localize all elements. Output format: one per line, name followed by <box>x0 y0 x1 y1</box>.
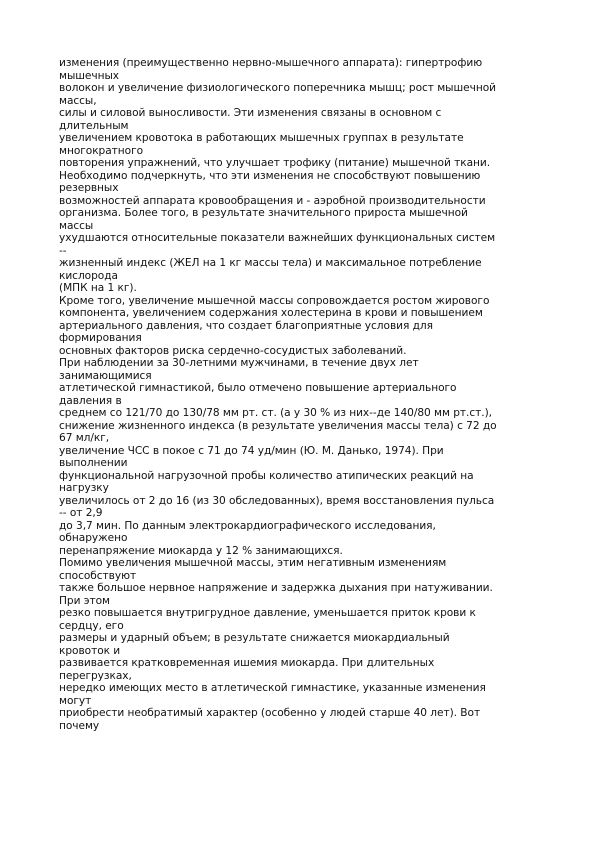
text-line: почему <box>59 719 100 732</box>
text-line: -- от 2,9 <box>59 507 103 519</box>
text-line: кислорода <box>59 269 118 282</box>
text-line: кровоток и <box>59 644 121 657</box>
text-line: приобрести необратимый характер (особенно у людей старше 40 лет). Вот <box>59 707 481 719</box>
text-line: нагрузку <box>59 482 109 494</box>
text-line: могут <box>59 694 92 707</box>
text-line: артериального давления, что создает благоприятные условия для <box>59 319 433 332</box>
text-line: При этом <box>59 594 111 607</box>
text-line: массы, <box>59 94 97 107</box>
text-line: жизненный индекс (ЖЕЛ на 1 кг массы тела) и максимальное потребление <box>59 257 482 269</box>
text-line: снижение жизненного индекса (в результате увеличения массы тела) с 72 до <box>59 419 497 432</box>
text-line: увеличением кровотока в работающих мышечных группах в результате <box>59 132 464 144</box>
text-line: обнаружено <box>59 532 128 544</box>
text-line: резко повышается внутригрудное давление, уменьшается приток крови к <box>59 607 476 619</box>
text-line: способствуют <box>59 569 137 582</box>
text-line: увеличилось от 2 до 16 (из 30 обследованных), время восстановления пульса <box>59 494 495 507</box>
text-line: основных факторов риска сердечно-сосудистых заболеваний. <box>59 344 407 357</box>
text-line: перегрузках, <box>59 669 132 682</box>
text-line: атлетической гимнастикой, было отмечено повышение артериального <box>59 382 457 394</box>
text-line: ухудшаются относительные показатели важнейших функциональных систем <box>59 232 496 244</box>
text-line: сердцу, его <box>59 619 124 632</box>
text-line: При наблюдении за 30-летними мужчинами, в течение двух лет <box>59 357 419 369</box>
text-line: до 3,7 мин. По данным электрокардиографического исследования, <box>59 519 436 532</box>
text-line: Необходимо подчеркнуть, что эти изменения не способствуют повышению <box>59 169 481 182</box>
text-line: давления в <box>59 394 122 407</box>
text-line: размеры и ударный объем; в результате снижается миокардиальный <box>59 632 450 644</box>
text-line: многократного <box>59 144 144 157</box>
text-line: (МПК на 1 кг). <box>59 282 137 294</box>
text-line: функциональной нагрузочной пробы количество атипических реакций на <box>59 469 474 482</box>
text-line: перенапряжение миокарда у 12 % занимающихся. <box>59 544 343 557</box>
text-line: изменения (преимущественно нервно-мышечного аппарата): гипертрофию <box>59 57 483 69</box>
text-line: повторения упражнений, что улучшает трофику (питание) мышечной ткани. <box>59 157 491 169</box>
text-line: увеличение ЧСС в покое с 71 до 74 уд/мин (Ю. М. Данько, 1974). При <box>59 444 444 457</box>
text-line: формирования <box>59 332 142 344</box>
text-line: Кроме того, увеличение мышечной массы сопровождается ростом жирового <box>59 294 490 307</box>
text-line: массы <box>59 219 94 232</box>
text-line: волокон и увеличение физиологического поперечника мышц; рост мышечной <box>59 82 496 94</box>
text-line: 67 мл/кг, <box>59 432 110 444</box>
text-line: компонента, увеличением содержания холестерина в крови и повышением <box>59 307 483 319</box>
text-line: среднем со 121/70 до 130/78 мм рт. ст. (а у 30 % из них--де 140/80 мм рт.ст.), <box>59 407 492 419</box>
text-line: силы и силовой выносливости. Эти изменения связаны в основном с <box>59 107 442 119</box>
text-line: выполнении <box>59 457 128 469</box>
text-line: длительным <box>59 119 129 132</box>
text-line: мышечных <box>59 69 119 82</box>
document-page <box>59 57 545 732</box>
text-line: резервных <box>59 182 119 194</box>
text-line: занимающимися <box>59 369 152 382</box>
text-line: организма. Более того, в результате значительного прироста мышечной <box>59 207 468 219</box>
text-line: развивается кратковременная ишемия миокарда. При длительных <box>59 657 435 669</box>
text-line: -- <box>59 244 67 257</box>
text-line: нередко имеющих место в атлетической гимнастике, указанные изменения <box>59 682 486 694</box>
text-line: возможностей аппарата кровообращения и - аэробной производительности <box>59 194 486 207</box>
text-line: также большое нервное напряжение и задержка дыхания при натуживании. <box>59 582 493 594</box>
text-line: Помимо увеличения мышечной массы, этим негативным изменениям <box>59 557 447 569</box>
